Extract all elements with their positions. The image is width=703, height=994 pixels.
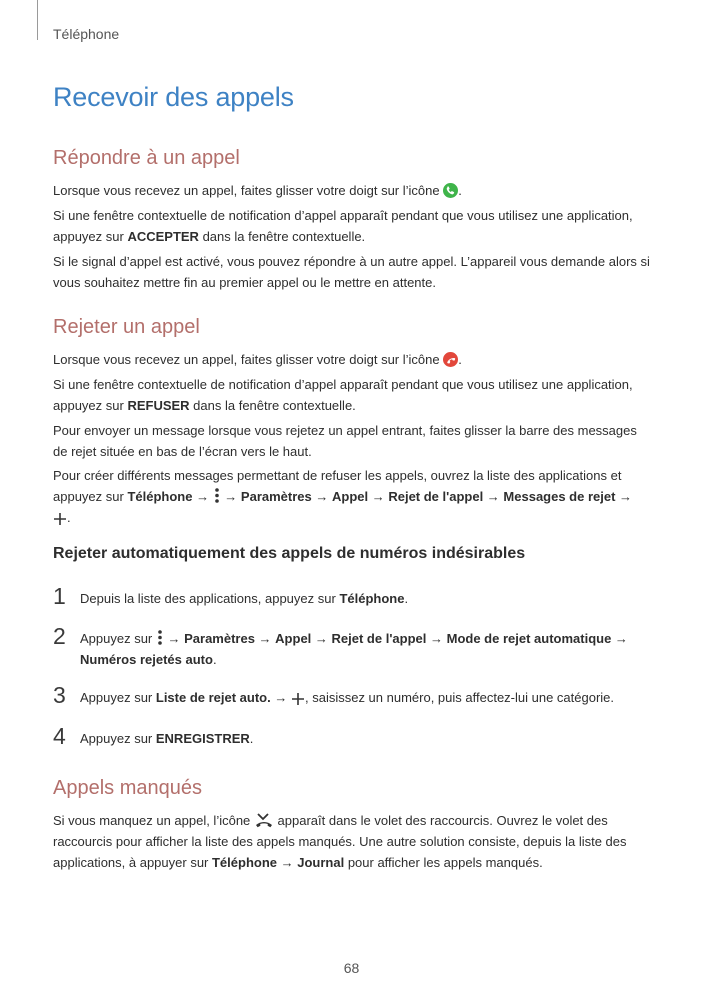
answer-paragraph-2: Si une fenêtre contextuelle de notification d’appel apparaît pendant que vous utilisez une application, appuyez sur ACCEPTER dans la fenêtre contextuelle.: [53, 208, 633, 244]
step-2: Appuyez sur → Paramètres → Appel → Rejet de l'appel → Mode de rejet automatique → Numéros rejetés auto.: [80, 631, 628, 667]
phone-accept-icon: [443, 183, 458, 198]
more-options-icon: [213, 487, 221, 504]
missed-paragraph: Si vous manquez un appel, l’icône apparaît dans le volet des raccourcis. Ouvrez le volet des raccourcis pour afficher la liste des appels manqués. Une autre solution consiste, depuis la liste des applications, à appuyer sur Téléphone → Journal pour afficher les appels manqués.: [53, 813, 627, 870]
step-number: 2: [53, 623, 66, 649]
page-title: Recevoir des appels: [53, 82, 294, 112]
phone-decline-icon: [443, 352, 458, 367]
answer-paragraph-1: Lorsque vous recevez un appel, faites glisser votre doigt sur l’icône .: [53, 183, 462, 198]
step-number: 3: [53, 682, 66, 708]
section-label: Téléphone: [53, 26, 120, 42]
step-4: Appuyez sur ENREGISTRER.: [80, 731, 254, 746]
page-number: 68: [343, 960, 360, 976]
missed-call-icon: [254, 812, 274, 828]
plus-icon: [291, 691, 305, 705]
auto-reject-heading: Rejeter automatiquement des appels de numéros indésirables: [53, 545, 526, 562]
plus-icon: [53, 511, 67, 525]
step-3: Appuyez sur Liste de rejet auto. → , saisissez un numéro, puis affectez-lui une catégorie.: [80, 690, 615, 705]
step-number: 1: [53, 583, 66, 609]
answer-paragraph-3: Si le signal d’appel est activé, vous pouvez répondre à un autre appel. L’appareil vous demande alors si vous souhaitez mettre fin au premier appel ou le mettre en attente.: [53, 254, 650, 290]
answer-heading: Répondre à un appel: [53, 147, 240, 169]
header-divider: [37, 0, 38, 40]
reject-paragraph-3: Pour envoyer un message lorsque vous rejetez un appel entrant, faites glisser la barre des messages de rejet située en bas de l’écran vers le haut.: [53, 423, 637, 459]
reject-heading: Rejeter un appel: [53, 316, 200, 338]
step-1: Depuis la liste des applications, appuyez sur Téléphone.: [80, 591, 409, 606]
reject-paragraph-4: Pour créer différents messages permettant de refuser les appels, ouvrez la liste des applications et appuyez sur Téléphone → → Paramètres → Appel → Rejet de l'appel → Messages de rejet → .: [53, 468, 633, 525]
missed-heading: Appels manqués: [53, 777, 202, 799]
reject-paragraph-1: Lorsque vous recevez un appel, faites glisser votre doigt sur l’icône .: [53, 352, 462, 367]
more-options-icon: [156, 629, 164, 646]
reject-paragraph-2: Si une fenêtre contextuelle de notification d’appel apparaît pendant que vous utilisez une application, appuyez sur REFUSER dans la fenêtre contextuelle.: [53, 377, 633, 413]
step-number: 4: [53, 723, 66, 749]
